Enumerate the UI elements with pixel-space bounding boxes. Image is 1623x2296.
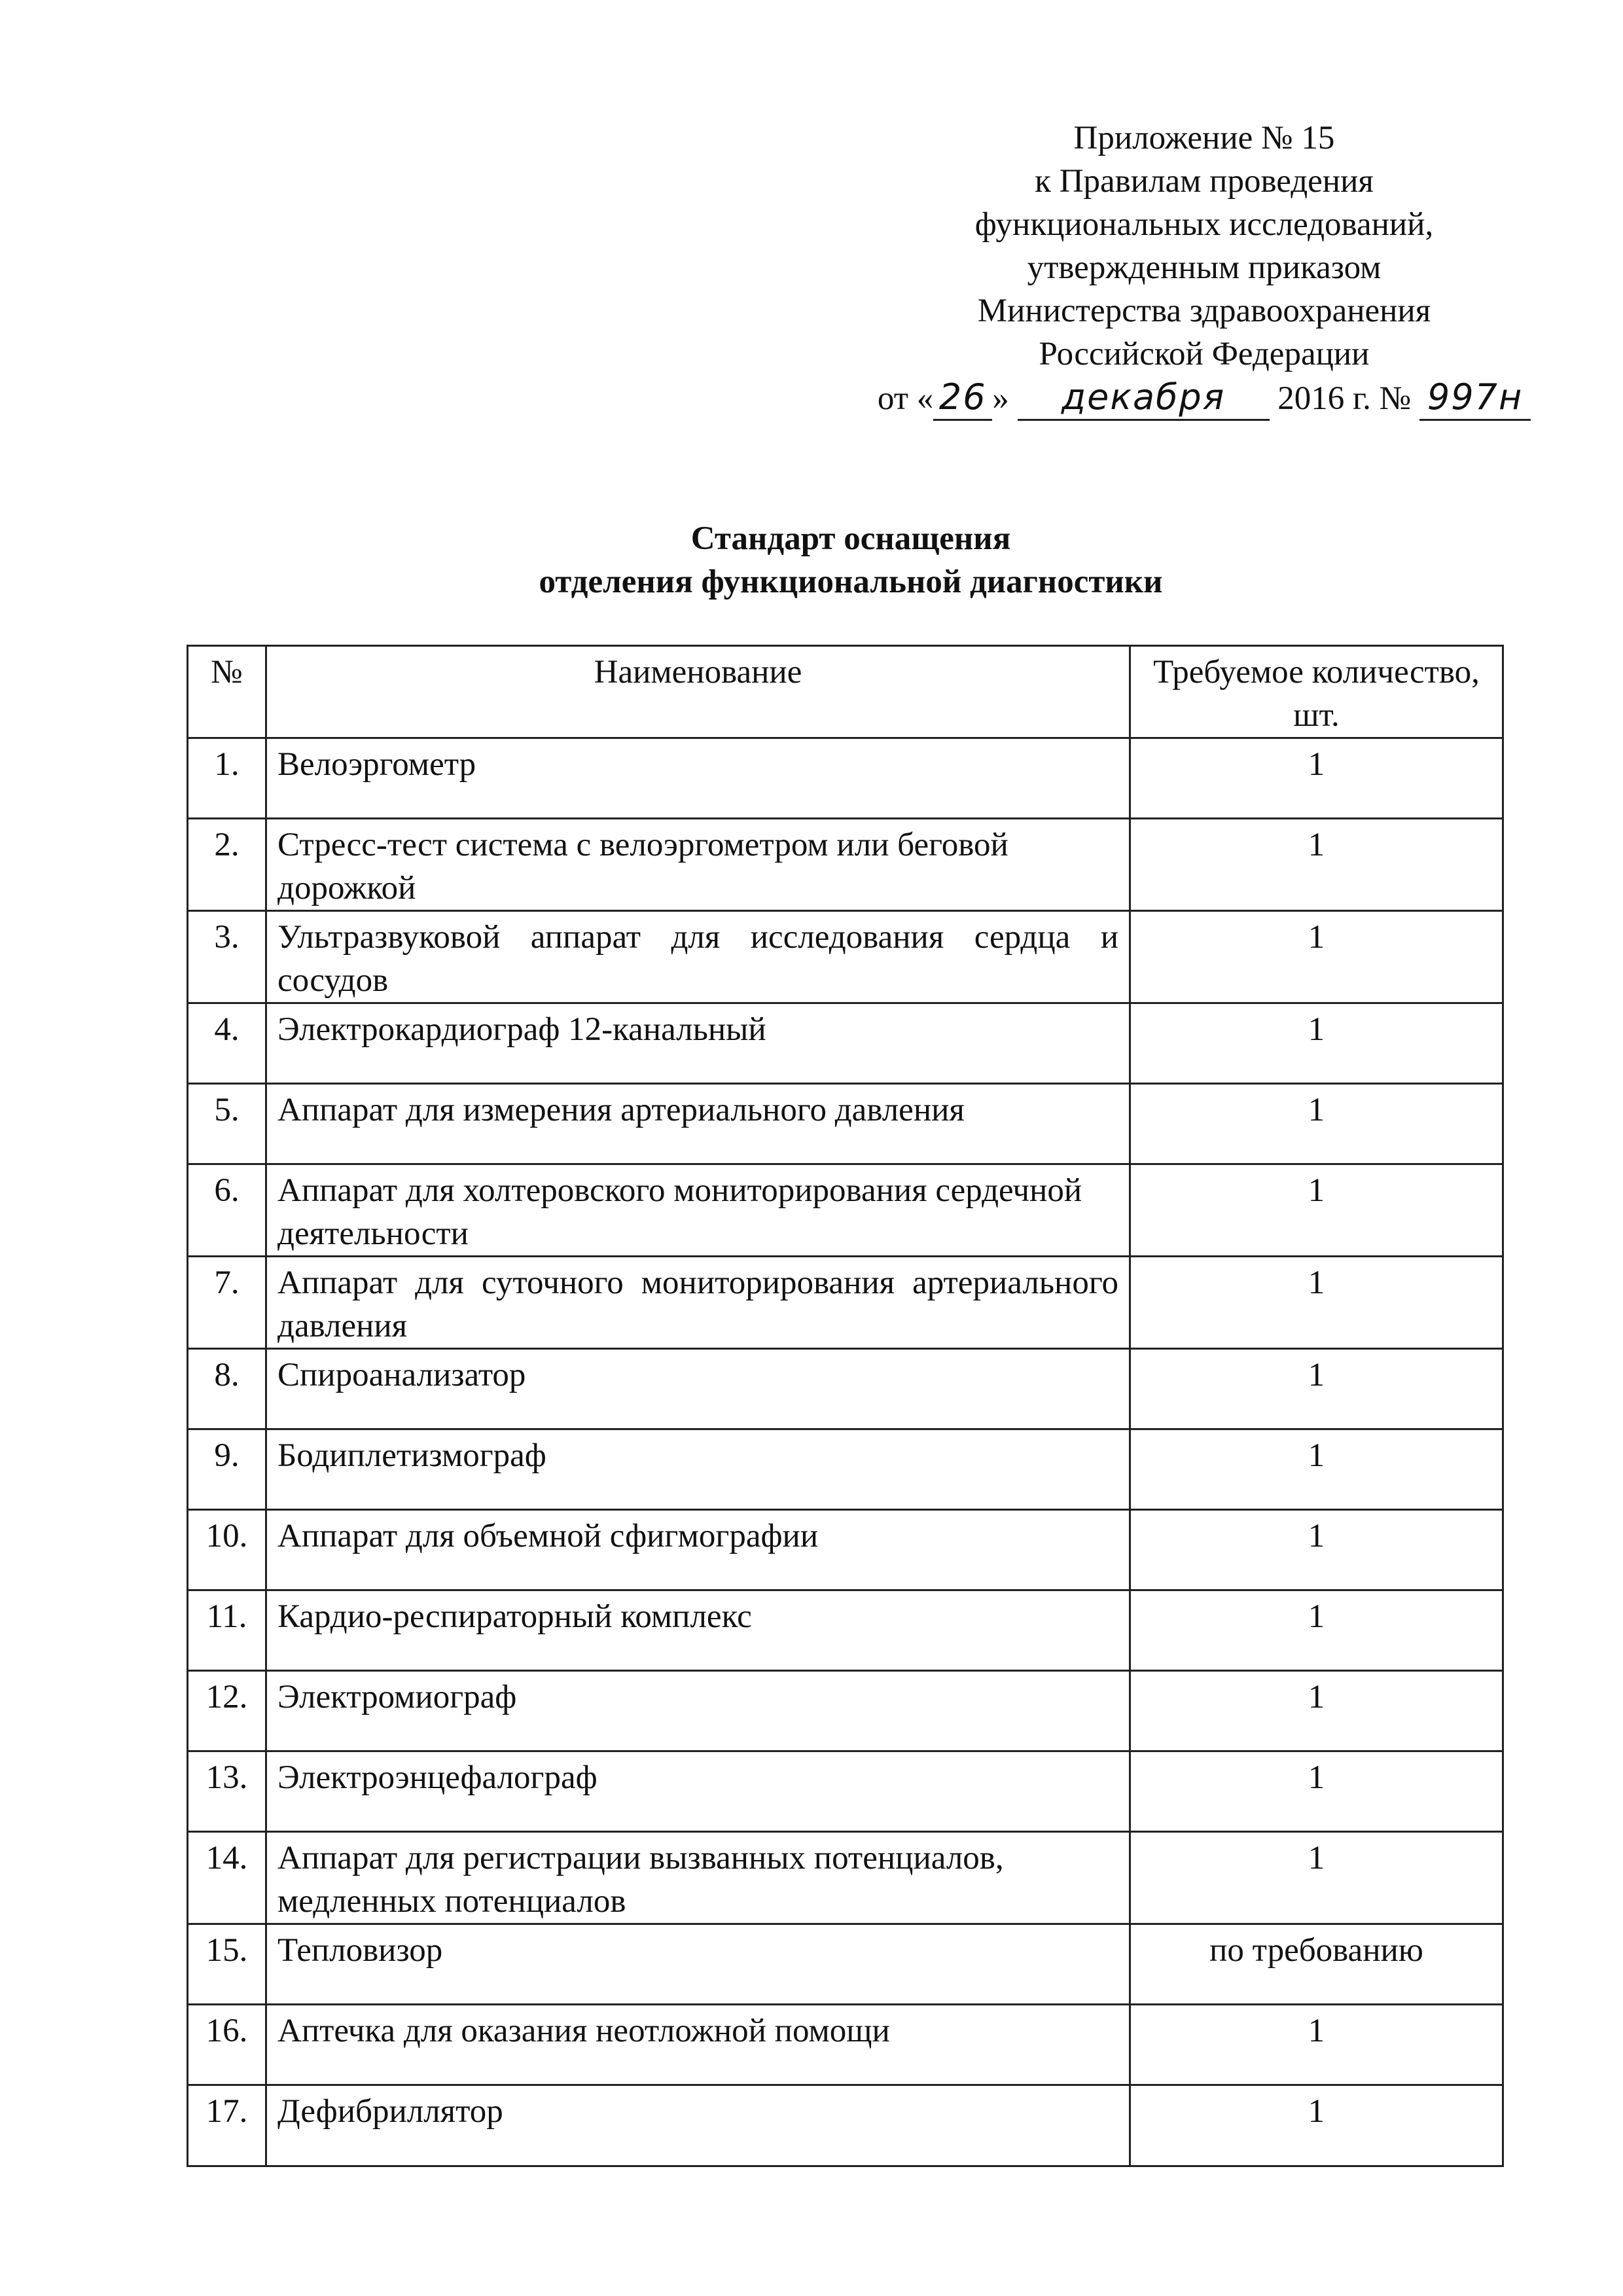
order-date-line: [772, 376, 1623, 421]
row-quantity: 1: [1130, 1349, 1503, 1429]
row-number: 11.: [188, 1590, 266, 1671]
row-name: Аппарат для измерения артериального давления: [266, 1084, 1130, 1164]
row-number: 6.: [188, 1164, 266, 1257]
row-quantity: 1: [1130, 1751, 1503, 1832]
row-quantity: 1: [1130, 911, 1503, 1003]
row-number: 10.: [188, 1510, 266, 1590]
row-quantity: 1: [1130, 1164, 1503, 1257]
row-name: Аппарат для холтеровского мониторирования сердечной деятельности: [266, 1164, 1130, 1257]
handwritten-order-number: 997н: [1419, 376, 1531, 421]
row-name: Бодиплетизмограф: [266, 1429, 1130, 1510]
header-quantity: Требуемое количество, шт.: [1130, 646, 1503, 738]
row-name: Аппарат для объемной сфигмографии: [266, 1510, 1130, 1590]
row-quantity: 1: [1130, 1429, 1503, 1510]
title-line-1: Стандарт оснащения: [690, 520, 1011, 557]
row-number: 12.: [188, 1671, 266, 1751]
row-name: Ультразвуковой аппарат для исследования сердца и сосудов: [266, 911, 1130, 1003]
row-quantity: 1: [1130, 1671, 1503, 1751]
table-row: [188, 738, 1503, 819]
equipment-table: [187, 645, 1504, 2167]
table-row: [188, 1671, 1503, 1751]
table-row: [188, 1164, 1503, 1257]
appendix-line: Российской Федерации: [1039, 336, 1370, 372]
row-name: Электромиограф: [266, 1671, 1130, 1751]
handwritten-month: декабря: [1018, 376, 1270, 421]
row-quantity: 1: [1130, 738, 1503, 819]
row-number: 13.: [188, 1751, 266, 1832]
table-row: [188, 911, 1503, 1003]
appendix-line: функциональных исследований,: [974, 206, 1434, 243]
appendix-line: Приложение № 15: [1073, 120, 1335, 156]
row-name: Кардио-респираторный комплекс: [266, 1590, 1130, 1671]
header-name: Наименование: [266, 646, 1130, 738]
row-number: 7.: [188, 1257, 266, 1349]
row-name: Дефибриллятор: [266, 2085, 1130, 2166]
row-number: 5.: [188, 1084, 266, 1164]
row-name: Аппарат для регистрации вызванных потенциалов, медленных потенциалов: [266, 1832, 1130, 1924]
row-name: Аптечка для оказания неотложной помощи: [266, 2005, 1130, 2085]
row-name: Велоэргометр: [266, 738, 1130, 819]
row-name: Электрокардиограф 12-канальный: [266, 1003, 1130, 1084]
table-row: [188, 1924, 1503, 2005]
row-number: 14.: [188, 1832, 266, 1924]
row-quantity: 1: [1130, 2005, 1503, 2085]
table-row: [188, 2005, 1503, 2085]
row-quantity: 1: [1130, 819, 1503, 911]
table-row: [188, 1257, 1503, 1349]
row-name: Тепловизор: [266, 1924, 1130, 2005]
table-row: [188, 1590, 1503, 1671]
row-number: 1.: [188, 738, 266, 819]
row-number: 16.: [188, 2005, 266, 2085]
appendix-line: утвержденным приказом: [1027, 249, 1382, 286]
row-quantity: 1: [1130, 1084, 1503, 1164]
table-row: [188, 1003, 1503, 1084]
table-row: [188, 1751, 1503, 1832]
table-row: [188, 1084, 1503, 1164]
row-number: 4.: [188, 1003, 266, 1084]
row-number: 8.: [188, 1349, 266, 1429]
row-name: Аппарат для суточного мониторирования артериального давления: [266, 1257, 1130, 1349]
row-number: 2.: [188, 819, 266, 911]
appendix-header: [772, 117, 1623, 421]
handwritten-day: 26: [933, 376, 992, 421]
appendix-line: к Правилам проведения: [1035, 163, 1374, 200]
table-header-row: [188, 646, 1503, 738]
table-row: [188, 1349, 1503, 1429]
row-quantity: 1: [1130, 1257, 1503, 1349]
appendix-line: Министерства здравоохранения: [977, 293, 1431, 329]
row-quantity: 1: [1130, 2085, 1503, 2166]
table-row: [188, 1832, 1503, 1924]
row-quantity: 1: [1130, 1590, 1503, 1671]
table-row: [188, 1429, 1503, 1510]
row-quantity: 1: [1130, 1510, 1503, 1590]
row-number: 3.: [188, 911, 266, 1003]
document-title: [0, 517, 1623, 603]
date-year: 2016 г. №: [1277, 380, 1412, 417]
row-number: 17.: [188, 2085, 266, 2166]
table-row: [188, 819, 1503, 911]
row-number: 9.: [188, 1429, 266, 1510]
table-row: [188, 2085, 1503, 2166]
row-name: Спироанализатор: [266, 1349, 1130, 1429]
row-number: 15.: [188, 1924, 266, 2005]
row-name: Электроэнцефалограф: [266, 1751, 1130, 1832]
header-number: №: [188, 646, 266, 738]
row-quantity: 1: [1130, 1003, 1503, 1084]
date-quote-close: »: [992, 380, 1009, 417]
row-quantity: 1: [1130, 1832, 1503, 1924]
row-quantity: по требованию: [1130, 1924, 1503, 2005]
row-name: Стресс-тест система с велоэргометром или беговой дорожкой: [266, 819, 1130, 911]
title-line-2: отделения функциональной диагностики: [539, 564, 1163, 600]
table-row: [188, 1510, 1503, 1590]
date-prefix: от «: [877, 380, 934, 417]
